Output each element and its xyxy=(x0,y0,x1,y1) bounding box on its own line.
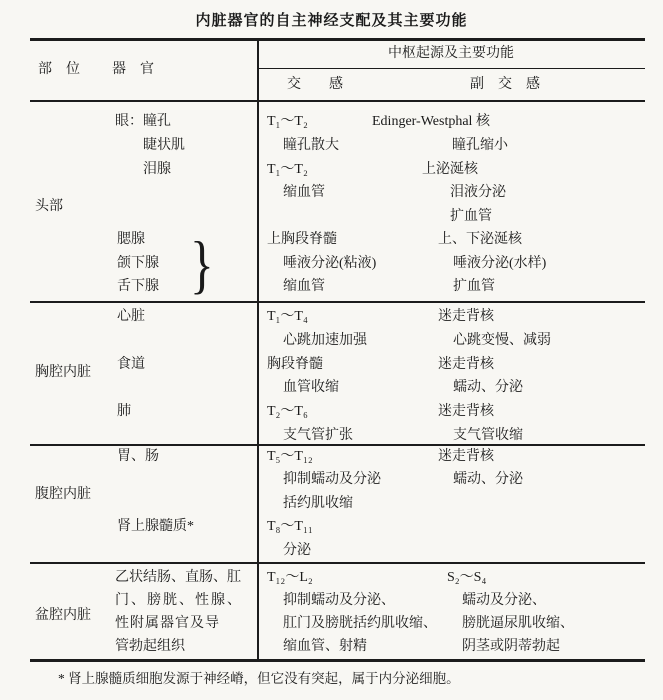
organ-cell: 眼：瞳孔 xyxy=(115,114,171,129)
parasympathetic-cell: 扩血管 xyxy=(453,279,495,294)
sympathetic-cell: T₂～T₆ xyxy=(267,404,308,419)
sympathetic-cell: 缩血管 xyxy=(283,185,325,200)
sympathetic-cell: 血管收缩 xyxy=(283,380,339,395)
parasympathetic-cell: 瞳孔缩小 xyxy=(452,138,508,153)
parasympathetic-cell: 上泌涎核 xyxy=(422,162,478,177)
sympathetic-cell: 支气管扩张 xyxy=(283,428,353,443)
sympathetic-cell: T₁～T₄ xyxy=(267,309,308,324)
sympathetic-cell: 缩血管 xyxy=(283,279,325,294)
sympathetic-cell: 胸段脊髓 xyxy=(267,357,323,372)
organ-cell: 泪腺 xyxy=(143,162,171,177)
column-divider xyxy=(257,38,259,662)
column-header-organ: 器 官 xyxy=(112,62,154,77)
sympathetic-cell: 抑制蠕动及分泌 xyxy=(283,472,381,487)
parasympathetic-cell: 膀胱逼尿肌收缩、 xyxy=(462,616,574,631)
organ-cell: 胃、肠 xyxy=(117,449,159,464)
section-divider-3 xyxy=(30,562,645,564)
organ-cell: 性附属器官及导 xyxy=(115,616,220,631)
sympathetic-cell: T₅～T₁₂ xyxy=(267,449,313,464)
table-bottom-border xyxy=(30,659,645,662)
parasympathetic-cell: 唾液分泌(水样) xyxy=(453,256,547,271)
parasympathetic-cell: 迷走背核 xyxy=(438,449,494,464)
column-header-parasympathetic: 副 交 感 xyxy=(470,77,540,92)
parasympathetic-cell: 泪液分泌 xyxy=(450,185,506,200)
sympathetic-cell: 抑制蠕动及分泌、 xyxy=(283,593,395,608)
parasympathetic-cell: 蠕动、分泌 xyxy=(453,472,523,487)
parasympathetic-cell: 扩血管 xyxy=(450,209,492,224)
organ-cell: 心脏 xyxy=(117,309,145,324)
organ-cell: 颌下腺 xyxy=(117,256,159,271)
organ-cell: 管勃起组织 xyxy=(115,639,185,654)
organ-cell: 乙状结肠、直肠、肛 xyxy=(115,570,241,585)
organ-cell: 腮腺 xyxy=(117,232,145,247)
sympathetic-cell: 肛门及膀胱括约肌收缩、 xyxy=(283,616,437,631)
sympathetic-cell: 心跳加速加强 xyxy=(283,333,367,348)
sympathetic-cell: 括约肌收缩 xyxy=(283,496,353,511)
parasympathetic-cell: 阴茎或阴蒂勃起 xyxy=(462,639,560,654)
parasympathetic-cell: 上、下泌涎核 xyxy=(438,232,522,247)
parasympathetic-cell: Edinger-Westphal 核 xyxy=(372,114,490,129)
organ-cell: 门、膀胱、性腺、 xyxy=(115,593,243,608)
sympathetic-cell: T₁～T₂ xyxy=(267,162,308,177)
sympathetic-cell: T₁₂～L₂ xyxy=(267,570,313,585)
header-sub-divider xyxy=(257,68,645,69)
organ-cell: 睫状肌 xyxy=(143,138,185,153)
header-bottom-divider xyxy=(30,100,645,102)
organ-cell: 舌下腺 xyxy=(117,279,159,294)
sympathetic-cell: 上胸段脊髓 xyxy=(267,232,337,247)
organ-cell: 肺 xyxy=(117,404,131,419)
parasympathetic-cell: 支气管收缩 xyxy=(453,428,523,443)
salivary-group-brace-icon: } xyxy=(190,229,214,301)
section-divider-1 xyxy=(30,301,645,303)
organ-cell: 食道 xyxy=(117,357,145,372)
table-top-border xyxy=(30,38,645,41)
part-label: 胸腔内脏 xyxy=(35,365,91,380)
sympathetic-cell: 唾液分泌(粘液) xyxy=(283,256,377,271)
sympathetic-cell: 分泌 xyxy=(283,543,311,558)
footnote: * 肾上腺髓质细胞发源于神经嵴，但它没有突起，属于内分泌细胞。 xyxy=(58,671,460,686)
column-header-sympathetic: 交 感 xyxy=(287,77,343,92)
part-label: 盆腔内脏 xyxy=(35,608,91,623)
parasympathetic-cell: 迷走背核 xyxy=(438,309,494,324)
parasympathetic-cell: 迷走背核 xyxy=(438,357,494,372)
organ-cell: 肾上腺髓质* xyxy=(117,519,194,534)
sympathetic-cell: T₁～T₂ xyxy=(267,114,308,129)
part-label: 头部 xyxy=(35,199,63,214)
column-header-central-origin: 中枢起源及主要功能 xyxy=(388,46,514,61)
sympathetic-cell: 缩血管、射精 xyxy=(283,639,367,654)
parasympathetic-cell: 心跳变慢、减弱 xyxy=(453,333,551,348)
part-label: 腹腔内脏 xyxy=(35,487,91,502)
page-title: 内脏器官的自主神经支配及其主要功能 xyxy=(195,13,468,29)
parasympathetic-cell: 蠕动、分泌 xyxy=(453,380,523,395)
parasympathetic-cell: 迷走背核 xyxy=(438,404,494,419)
parasympathetic-cell: 蠕动及分泌、 xyxy=(462,593,546,608)
sympathetic-cell: 瞳孔散大 xyxy=(283,138,339,153)
sympathetic-cell: T₈～T₁₁ xyxy=(267,519,313,534)
column-header-part: 部 位 xyxy=(38,62,80,77)
parasympathetic-cell: S₂～S₄ xyxy=(447,570,487,585)
